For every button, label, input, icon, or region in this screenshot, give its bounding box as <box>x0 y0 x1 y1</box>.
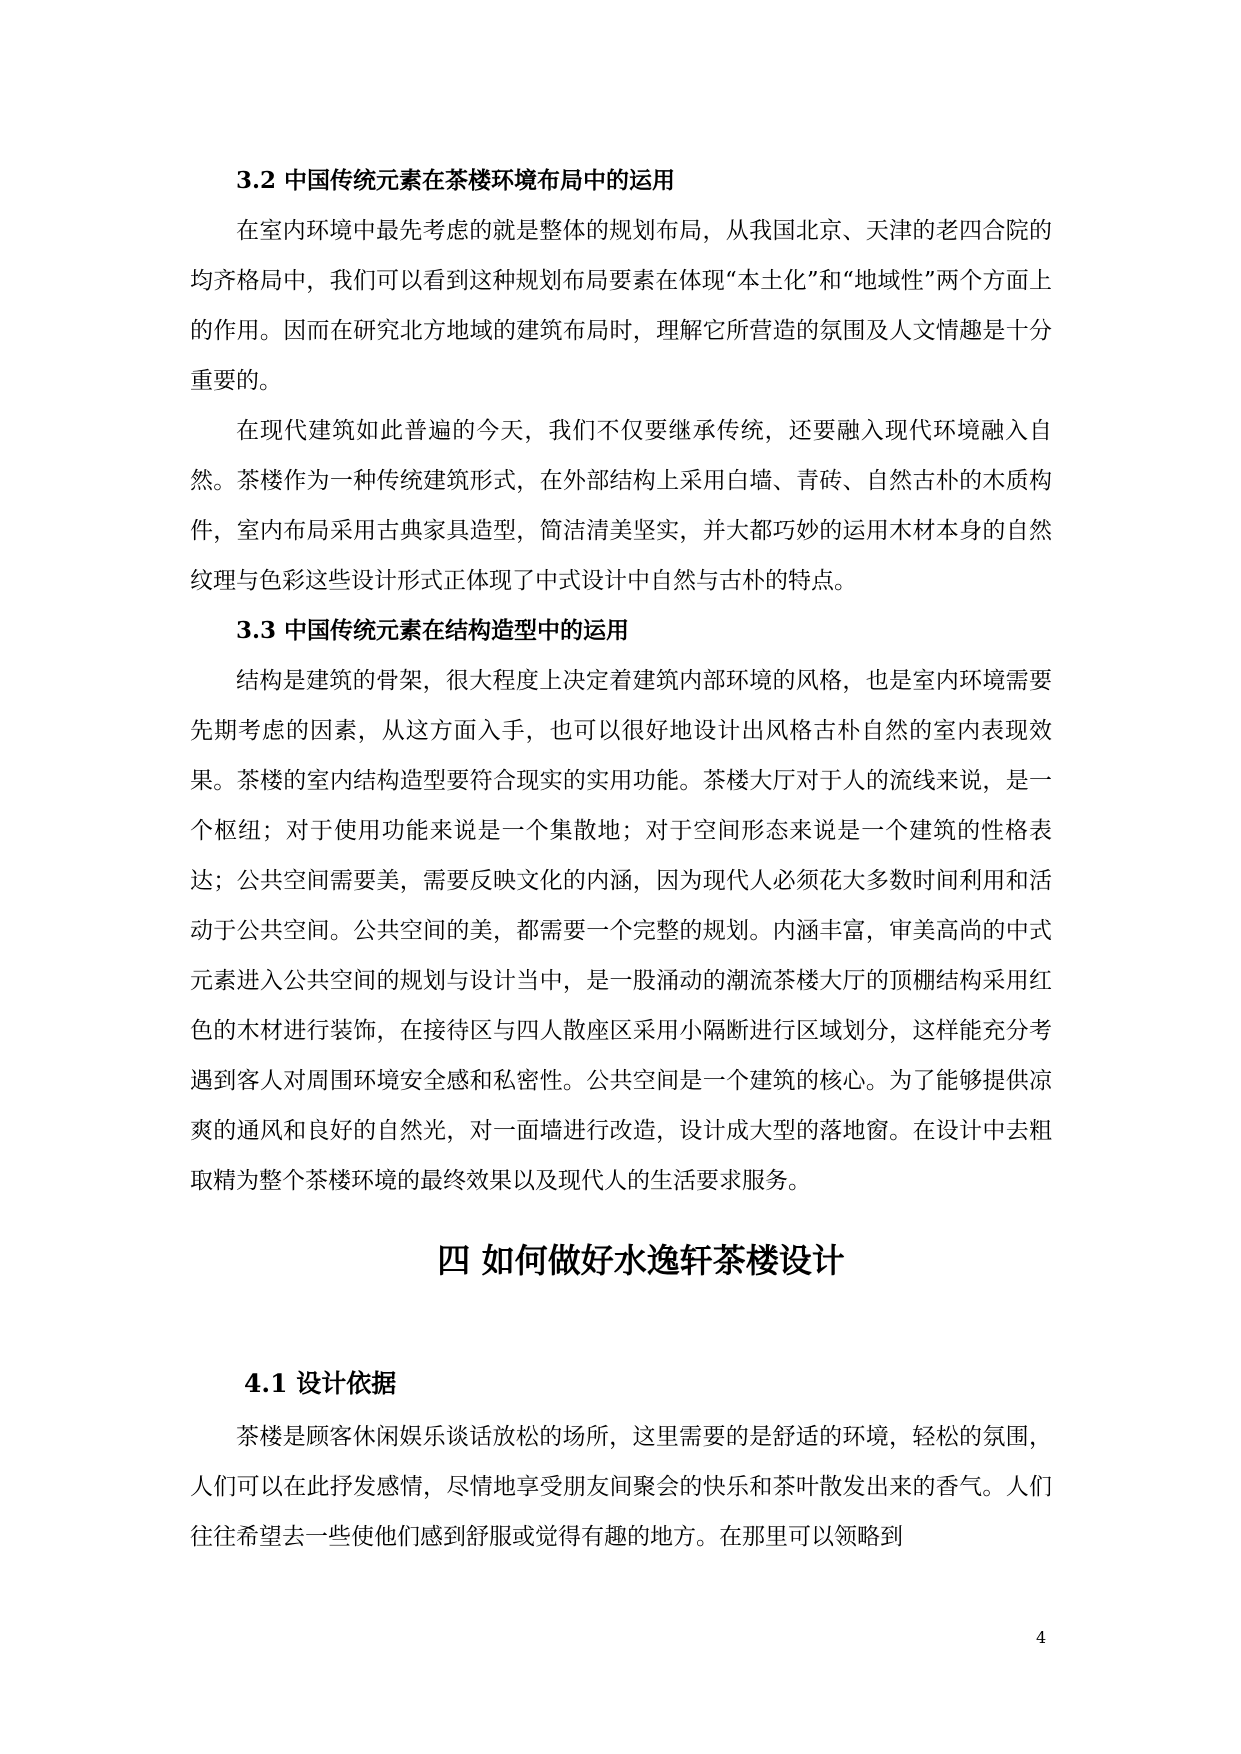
paragraph: 结构是建筑的骨架，很大程度上决定着建筑内部环境的风格，也是室内环境需要先期考虑的因素，从这方面入手，也可以很好地设计出风格古朴自然的室内表现效果。茶楼的室内结构造型要符合现实的实用功能。茶楼大厅对于人的流线来说，是一个枢纽；对于使用功能来说是一个集散地；对于空间形态来说是一个建筑的性格表达；公共空间需要美，需要反映文化的内涵，因为现代人必须花大多数时间利用和活动于公共空间。公共空间的美，都需要一个完整的规划。内涵丰富，审美高尚的中式元素进入公共空间的规划与设计当中，是一股涌动的潮流茶楼大厅的顶棚结构采用红色的木材进行装饰，在接待区与四人散座区采用小隔断进行区域划分，这样能充分考遇到客人对周围环境安全感和私密性。公共空间是一个建筑的核心。为了能够提供凉爽的通风和良好的自然光，对一面墙进行改造，设计成大型的落地窗。在设计中去粗取精为整个茶楼环境的最终效果以及现代人的生活要求服务。 <box>190 668 1052 1194</box>
page-content <box>190 156 1052 1562</box>
page-number: 4 <box>1036 1628 1047 1647</box>
section-heading-4-1: 4.1 设计依据 <box>244 1369 397 1398</box>
chapter-title: 四 如何做好水逸轩茶楼设计 <box>437 1241 845 1280</box>
section-heading-3-3: 3.3 中国传统元素在结构造型中的运用 <box>236 617 630 644</box>
paragraph: 在室内环境中最先考虑的就是整体的规划布局，从我国北京、天津的老四合院的均齐格局中，我们可以看到这种规划布局要素在体现“本土化”和“地域性”两个方面上的作用。因而在研究北方地域的建筑布局时，理解它所营造的氛围及人文情趣是十分重要的。 <box>190 218 1052 394</box>
paragraph: 茶楼是顾客休闲娱乐谈话放松的场所，这里需要的是舒适的环境，轻松的氛围，人们可以在此抒发感情，尽情地享受朋友间聚会的快乐和茶叶散发出来的香气。人们往往希望去一些使他们感到舒服或觉得有趣的地方。在那里可以领略到 <box>190 1424 1052 1550</box>
paragraph: 在现代建筑如此普遍的今天，我们不仅要继承传统，还要融入现代环境融入自然。茶楼作为一种传统建筑形式，在外部结构上采用白墙、青砖、自然古朴的木质构件，室内布局采用古典家具造型，简洁清美坚实，并大都巧妙的运用木材本身的自然纹理与色彩这些设计形式正体现了中式设计中自然与古朴的特点。 <box>190 418 1052 594</box>
section-heading-3-2: 3.2 中国传统元素在茶楼环境布局中的运用 <box>236 167 676 194</box>
